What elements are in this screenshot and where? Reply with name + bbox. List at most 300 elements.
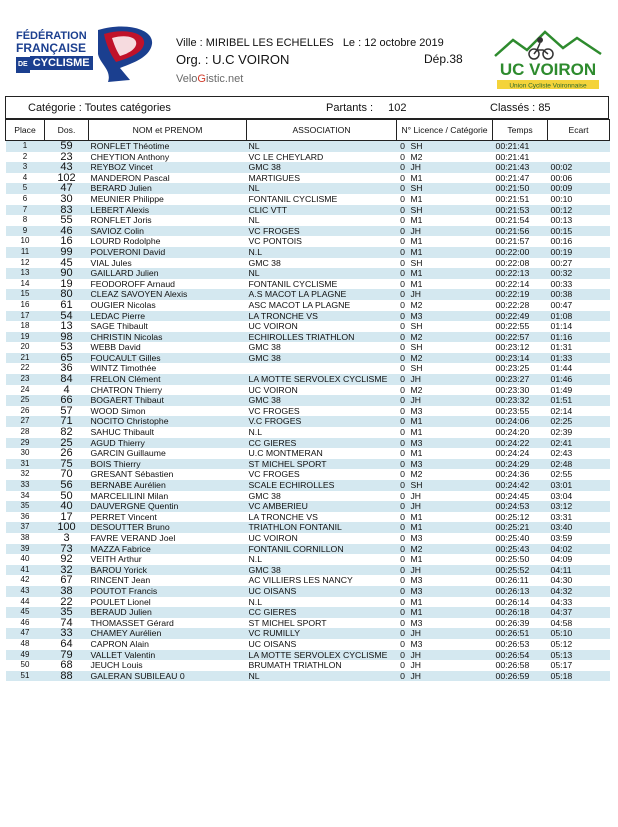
category-cell: JH [409, 671, 493, 682]
table-row [6, 459, 610, 470]
rider-name-cell: GARCIN Guillaume [90, 448, 166, 459]
licence-number-cell: 0 [397, 671, 409, 682]
licence-number-cell: 0 [400, 299, 405, 310]
category-cell: M2 [409, 544, 493, 555]
rider-name-cell: GAILLARD Julien [89, 268, 247, 279]
rider-name-cell: VALLET Valentin [89, 650, 247, 661]
place-cell: 24 [20, 384, 30, 394]
table-row [6, 141, 610, 152]
place-cell: 22 [20, 363, 30, 373]
table-row [6, 332, 610, 343]
table-row [6, 162, 610, 173]
dossard-cell: 99 [45, 247, 89, 258]
rider-name-cell: BERNABE Aurélien [89, 480, 247, 491]
gap-cell: 05:10 [548, 628, 610, 639]
licence-number-cell: 0 [400, 596, 405, 607]
dossard-cell: 23 [60, 151, 73, 163]
ffc-line-2: FRANÇAISE [16, 41, 87, 55]
table-row [6, 342, 610, 353]
ffc-line-1: FÉDÉRATION [16, 30, 87, 42]
association-cell: LA TRONCHE VS [247, 311, 397, 322]
category-cell: M1 [410, 172, 423, 183]
association-cell: ST MICHEL SPORT [247, 459, 397, 470]
licence-number-cell: 0 [397, 205, 409, 216]
time-cell: 00:23:55 [495, 405, 530, 416]
gap-cell: 00:10 [550, 193, 573, 204]
table-row [6, 183, 610, 194]
association-cell: ECHIROLLES TRIATHLON [247, 332, 397, 343]
association-cell: FONTANIL CYCLISME [248, 193, 338, 204]
association-cell: UC OISANS [248, 638, 297, 649]
category-cell: M3 [410, 532, 423, 543]
licence-number-cell: 0 [397, 226, 409, 237]
gap-cell: 00:12 [548, 205, 610, 216]
summary-bar [5, 96, 609, 119]
association-cell: NL [247, 268, 397, 279]
place-cell: 6 [22, 193, 28, 203]
gap-cell: 03:12 [548, 501, 610, 512]
dossard-cell: 92 [60, 554, 73, 565]
table-row [6, 205, 610, 216]
ffc-wordmark [16, 30, 93, 73]
place-cell: 46 [20, 617, 30, 627]
place-cell: 47 [6, 628, 45, 639]
table-row [6, 226, 610, 237]
category-cell: M2 [410, 299, 423, 310]
place-cell: 41 [6, 565, 45, 576]
category-cell: M1 [410, 193, 423, 204]
association-cell: GMC 38 [247, 565, 397, 576]
association-cell: UC VOIRON [248, 321, 298, 332]
gap-cell: 00:16 [550, 236, 573, 247]
licence-number-cell: 0 [397, 183, 409, 194]
rider-name-cell: GALERAN SUBILEAU 0 [89, 671, 247, 682]
category-cell: M1 [410, 278, 423, 289]
association-cell: GMC 38 [248, 490, 281, 501]
rider-name-cell: OUGIER Nicolas [90, 299, 156, 310]
category-cell: M1 [409, 268, 493, 279]
place-cell: 49 [6, 650, 45, 661]
licence-number-cell: 0 [400, 660, 405, 671]
col-header-time: Temps [493, 120, 548, 141]
association-cell: GMC 38 [247, 162, 397, 173]
place-cell: 38 [20, 532, 30, 542]
licence-number-cell: 0 [397, 459, 409, 470]
gap-cell: 01:08 [548, 311, 610, 322]
table-row [6, 607, 610, 618]
table-row [6, 279, 610, 290]
rider-name-cell: DAUVERGNE Quentin [89, 501, 247, 512]
dossard-cell: 3 [63, 532, 70, 544]
category-cell: JH [409, 226, 493, 237]
gap-cell: 01:16 [548, 332, 610, 343]
gap-cell: 01:44 [550, 363, 573, 374]
time-cell: 00:22:19 [493, 289, 548, 300]
gap-cell: 05:18 [548, 671, 610, 682]
table-row [6, 522, 610, 533]
dossard-cell: 68 [60, 660, 73, 671]
place-cell: 51 [6, 671, 45, 682]
licence-number-cell: 0 [400, 342, 405, 353]
time-cell: 00:26:14 [495, 596, 530, 607]
licence-number-cell: 0 [400, 638, 405, 649]
gap-cell: 03:40 [548, 522, 610, 533]
time-cell: 00:26:58 [495, 660, 530, 671]
table-row [6, 363, 610, 374]
licence-number-cell: 0 [397, 247, 409, 258]
dossard-cell: 80 [45, 289, 89, 300]
association-cell: NL [247, 183, 397, 194]
time-cell: 00:24:20 [495, 427, 530, 438]
table-row [6, 416, 610, 427]
time-cell: 00:24:42 [493, 480, 548, 491]
rider-name-cell: POLVERONI David [89, 247, 247, 258]
gap-cell: 05:17 [550, 660, 573, 671]
gap-cell: 01:33 [548, 353, 610, 364]
time-cell: 00:21:54 [495, 215, 530, 226]
gap-cell: 01:49 [550, 384, 573, 395]
dossard-cell: 64 [60, 638, 73, 650]
rider-name-cell: VIAL Jules [90, 257, 132, 268]
dossard-cell: 61 [60, 299, 73, 311]
place-cell: 10 [20, 236, 30, 246]
classes-summary [490, 102, 590, 114]
licence-number-cell: 0 [397, 141, 409, 152]
time-cell: 00:23:14 [493, 353, 548, 364]
gap-cell: 04:02 [548, 544, 610, 555]
licence-number-cell: 0 [397, 607, 409, 618]
place-cell: 37 [6, 522, 45, 533]
rider-name-cell: FAVRE VERAND Joel [90, 532, 176, 543]
time-cell: 00:22:55 [495, 321, 530, 332]
category-cell: SH [409, 141, 493, 152]
results-table [5, 119, 610, 681]
time-cell: 00:26:39 [495, 617, 530, 628]
dossard-cell: 57 [60, 405, 73, 417]
dossard-cell: 75 [45, 459, 89, 470]
association-cell: NL [247, 671, 397, 682]
place-cell: 29 [6, 438, 45, 449]
category-cell: M3 [410, 638, 423, 649]
category-cell: M1 [409, 416, 493, 427]
dossard-cell: 19 [60, 278, 73, 290]
table-row [6, 311, 610, 322]
gap-cell: 01:51 [548, 395, 610, 406]
dossard-cell: 67 [60, 575, 73, 586]
gap-cell: 00:32 [548, 268, 610, 279]
table-header-row [6, 120, 610, 141]
category-cell: SH [410, 257, 423, 268]
rider-name-cell: NOCITO Christophe [89, 416, 247, 427]
association-cell: UC VOIRON [248, 384, 298, 395]
dossard-cell: 35 [45, 607, 89, 618]
departement: Dép.38 [424, 52, 463, 66]
licence-number-cell: 0 [400, 427, 405, 438]
gap-cell: 02:55 [550, 469, 573, 480]
rider-name-cell: BOIS Thierry [89, 459, 247, 470]
dossard-cell: 56 [45, 480, 89, 491]
association-cell: N.L [248, 554, 263, 565]
rider-name-cell: VEITH Arthur [90, 554, 142, 565]
dossard-cell: 79 [45, 650, 89, 661]
association-cell [247, 363, 397, 374]
time-cell: 00:21:41 [495, 151, 530, 162]
rider-name-cell: POULET Lionel [90, 596, 151, 607]
time-cell: 00:23:12 [495, 342, 530, 353]
rider-name-cell: THOMASSET Gérard [90, 617, 174, 628]
rider-name-cell: LEDAC Pierre [89, 311, 247, 322]
category-cell: SH [410, 342, 423, 353]
association-cell: VC FROGES [248, 405, 300, 416]
place-cell: 27 [6, 416, 45, 427]
category-cell: JH [409, 501, 493, 512]
org-label: Org. : [176, 52, 209, 67]
rider-name-cell: CHEYTION Anthony [90, 151, 170, 162]
licence-number-cell: 0 [400, 236, 405, 247]
licence-number-cell: 0 [397, 480, 409, 491]
rider-name-cell: RONFLET Joris [90, 215, 152, 226]
dossard-cell: 38 [45, 586, 89, 597]
dossard-cell: 40 [45, 501, 89, 512]
dossard-cell: 83 [45, 205, 89, 216]
place-cell: 48 [20, 638, 30, 648]
gap-cell: 00:15 [548, 226, 610, 237]
licence-number-cell: 0 [397, 311, 409, 322]
time-cell: 00:21:50 [493, 183, 548, 194]
dossard-cell: 65 [45, 353, 89, 364]
table-row [6, 618, 610, 629]
association-cell: NL [248, 215, 260, 226]
dossard-cell: 59 [45, 141, 89, 152]
table-row [6, 258, 610, 269]
col-header-association: ASSOCIATION [247, 120, 397, 141]
rider-name-cell: WEBB David [90, 342, 141, 353]
table-row [6, 152, 610, 163]
place-cell: 5 [6, 183, 45, 194]
category-cell: M2 [410, 469, 423, 480]
time-cell: 00:22:13 [493, 268, 548, 279]
association-cell: GMC 38 [247, 353, 397, 364]
association-cell: UC OISANS [247, 586, 397, 597]
place-cell: 11 [6, 247, 45, 258]
licence-number-cell: 0 [397, 565, 409, 576]
place-cell: 25 [6, 395, 45, 406]
licence-number-cell: 0 [400, 278, 405, 289]
place-cell: 36 [20, 511, 30, 521]
table-row [6, 671, 610, 682]
gap-cell: 02:41 [548, 438, 610, 449]
time-cell: 00:24:45 [495, 490, 530, 501]
velogistic-link[interactable] [176, 73, 243, 85]
association-cell: LA MOTTE SERVOLEX CYCLISME [247, 650, 397, 661]
time-cell: 00:23:25 [495, 363, 530, 374]
licence-number-cell: 0 [397, 162, 409, 173]
col-header-name: NOM et PRENOM [89, 120, 247, 141]
dossard-cell: 73 [45, 544, 89, 555]
licence-number-cell: 0 [400, 448, 405, 459]
place-cell: 40 [20, 554, 30, 564]
place-cell: 39 [6, 544, 45, 555]
place-cell: 28 [20, 427, 30, 437]
time-cell: 00:25:43 [493, 544, 548, 555]
category-cell: JH [410, 490, 422, 501]
rider-name-cell: DESOUTTER Bruno [89, 522, 247, 533]
category-cell: M1 [410, 215, 423, 226]
licence-number-cell: 0 [400, 384, 405, 395]
time-cell: 00:23:32 [493, 395, 548, 406]
place-cell: 2 [22, 151, 28, 161]
category-value: Toutes catégories [84, 101, 171, 114]
table-row [6, 554, 610, 565]
dossard-cell: 53 [60, 342, 73, 353]
time-cell: 00:26:18 [493, 607, 548, 618]
category-cell: M1 [409, 522, 493, 533]
dossard-cell: 16 [60, 236, 73, 247]
category-cell: M1 [410, 554, 423, 565]
licence-number-cell: 0 [397, 374, 409, 385]
category-cell: SH [410, 363, 423, 374]
rider-name-cell: RINCENT Jean [90, 575, 151, 586]
rider-name-cell: WINTZ Timothée [90, 363, 157, 374]
licence-number-cell: 0 [400, 257, 405, 268]
rider-name-cell: LOURD Rodolphe [90, 236, 161, 247]
place-cell: 32 [20, 469, 30, 479]
association-cell: LA TRONCHE VS [248, 511, 318, 522]
rider-name-cell: CHRISTIN Nicolas [89, 332, 247, 343]
association-cell: VC PONTOIS [248, 236, 302, 247]
time-cell: 00:22:57 [493, 332, 548, 343]
table-row [6, 565, 610, 576]
licence-number-cell: 0 [397, 395, 409, 406]
gap-cell: 03:04 [550, 490, 573, 501]
rider-name-cell: BERARD Julien [89, 183, 247, 194]
category-cell: M1 [410, 596, 423, 607]
rider-name-cell: SAVIOZ Colin [89, 226, 247, 237]
place-cell: 34 [20, 490, 30, 500]
ffc-line-3-prefix: DE [16, 57, 30, 73]
gap-cell: 00:27 [550, 257, 573, 268]
licence-number-cell: 0 [400, 575, 405, 586]
table-row [6, 512, 610, 523]
table-row [6, 639, 610, 650]
gap-cell [548, 152, 610, 163]
classes-value: 85 [538, 101, 551, 114]
date-label: Le : [342, 37, 362, 49]
rider-name-cell: MARCELILINI Milan [90, 490, 169, 501]
licence-number-cell: 0 [397, 353, 409, 364]
gap-cell: 00:38 [548, 289, 610, 300]
time-cell: 00:26:53 [495, 638, 530, 649]
gap-cell: 05:12 [550, 638, 573, 649]
table-row [6, 321, 610, 332]
rider-name-cell: SAHUC Thibault [90, 427, 155, 438]
velogistic-part-1: Velo [176, 73, 198, 85]
time-cell: 00:25:40 [495, 532, 530, 543]
licence-number-cell: 0 [397, 544, 409, 555]
category-cell: SH [409, 183, 493, 194]
place-cell: 15 [6, 289, 45, 300]
place-cell: 9 [6, 226, 45, 237]
rider-name-cell: CLEAZ SAVOYEN Alexis [89, 289, 247, 300]
place-cell: 23 [6, 374, 45, 385]
ville-label: Ville : [176, 37, 203, 49]
category-cell: JH [409, 395, 493, 406]
gap-cell: 00:13 [550, 215, 573, 226]
table-row [6, 395, 610, 406]
rider-name-cell: CHAMEY Aurélien [89, 628, 247, 639]
gap-cell: 02:14 [550, 405, 573, 416]
association-cell: CC GIERES [247, 607, 397, 618]
association-cell: VC RUMILLY [247, 628, 397, 639]
dossard-cell: 36 [60, 363, 73, 375]
category-cell: SH [409, 205, 493, 216]
dossard-cell: 46 [45, 226, 89, 237]
dossard-cell: 55 [60, 215, 73, 226]
association-cell: FONTANIL CYCLISME [248, 278, 338, 289]
time-cell: 00:22:49 [493, 311, 548, 322]
time-cell: 00:25:21 [493, 522, 548, 533]
category-cell: M3 [409, 438, 493, 449]
association-cell: N.L [248, 427, 263, 438]
rider-name-cell: BERAUD Julien [89, 607, 247, 618]
place-cell: 26 [20, 405, 30, 415]
table-row [6, 374, 610, 385]
rider-name-cell: PERRET Vincent [90, 511, 157, 522]
gap-cell: 05:13 [548, 650, 610, 661]
dossard-cell: 88 [45, 671, 89, 682]
association-cell: AC VILLIERS LES NANCY [248, 575, 353, 586]
rider-name-cell: JEUCH Louis [90, 660, 143, 671]
time-cell: 00:22:28 [495, 299, 530, 310]
gap-cell: 02:43 [550, 448, 573, 459]
time-cell: 00:21:41 [493, 141, 548, 152]
dossard-cell: 33 [45, 628, 89, 639]
dossard-cell: 30 [60, 193, 73, 205]
rider-name-cell: CHATRON Thierry [90, 384, 163, 395]
org-value: U.C VOIRON [212, 52, 290, 67]
rider-name-cell: REYBOZ Vincet [89, 162, 247, 173]
licence-number-cell: 0 [400, 193, 405, 204]
association-cell: N.L [247, 247, 397, 258]
dossard-cell: 43 [45, 162, 89, 173]
category-cell: M1 [410, 511, 423, 522]
place-cell: 20 [20, 342, 30, 352]
dossard-cell: 70 [60, 469, 73, 480]
gap-cell [548, 141, 610, 152]
gap-cell: 01:46 [548, 374, 610, 385]
table-row [6, 575, 610, 586]
gap-cell: 02:48 [548, 459, 610, 470]
rider-name-cell: WOOD Simon [90, 405, 146, 416]
table-row [6, 650, 610, 661]
association-cell: CC GIERES [247, 438, 397, 449]
time-cell: 00:25:50 [495, 554, 530, 565]
category-cell: M3 [410, 575, 423, 586]
licence-number-cell: 0 [397, 332, 409, 343]
place-cell: 12 [20, 257, 30, 267]
dossard-cell: 13 [60, 321, 73, 332]
gap-cell: 03:59 [550, 532, 573, 543]
association-cell: UC VOIRON [248, 532, 298, 543]
gap-cell: 04:11 [548, 565, 610, 576]
velogistic-part-2: G [197, 73, 206, 85]
category-cell: JH [409, 162, 493, 173]
table-row [6, 501, 610, 512]
col-header-dossard: Dos. [45, 120, 89, 141]
licence-number-cell: 0 [400, 405, 405, 416]
partants-value: 102 [388, 101, 407, 114]
partants-label: Partants : [326, 101, 374, 114]
